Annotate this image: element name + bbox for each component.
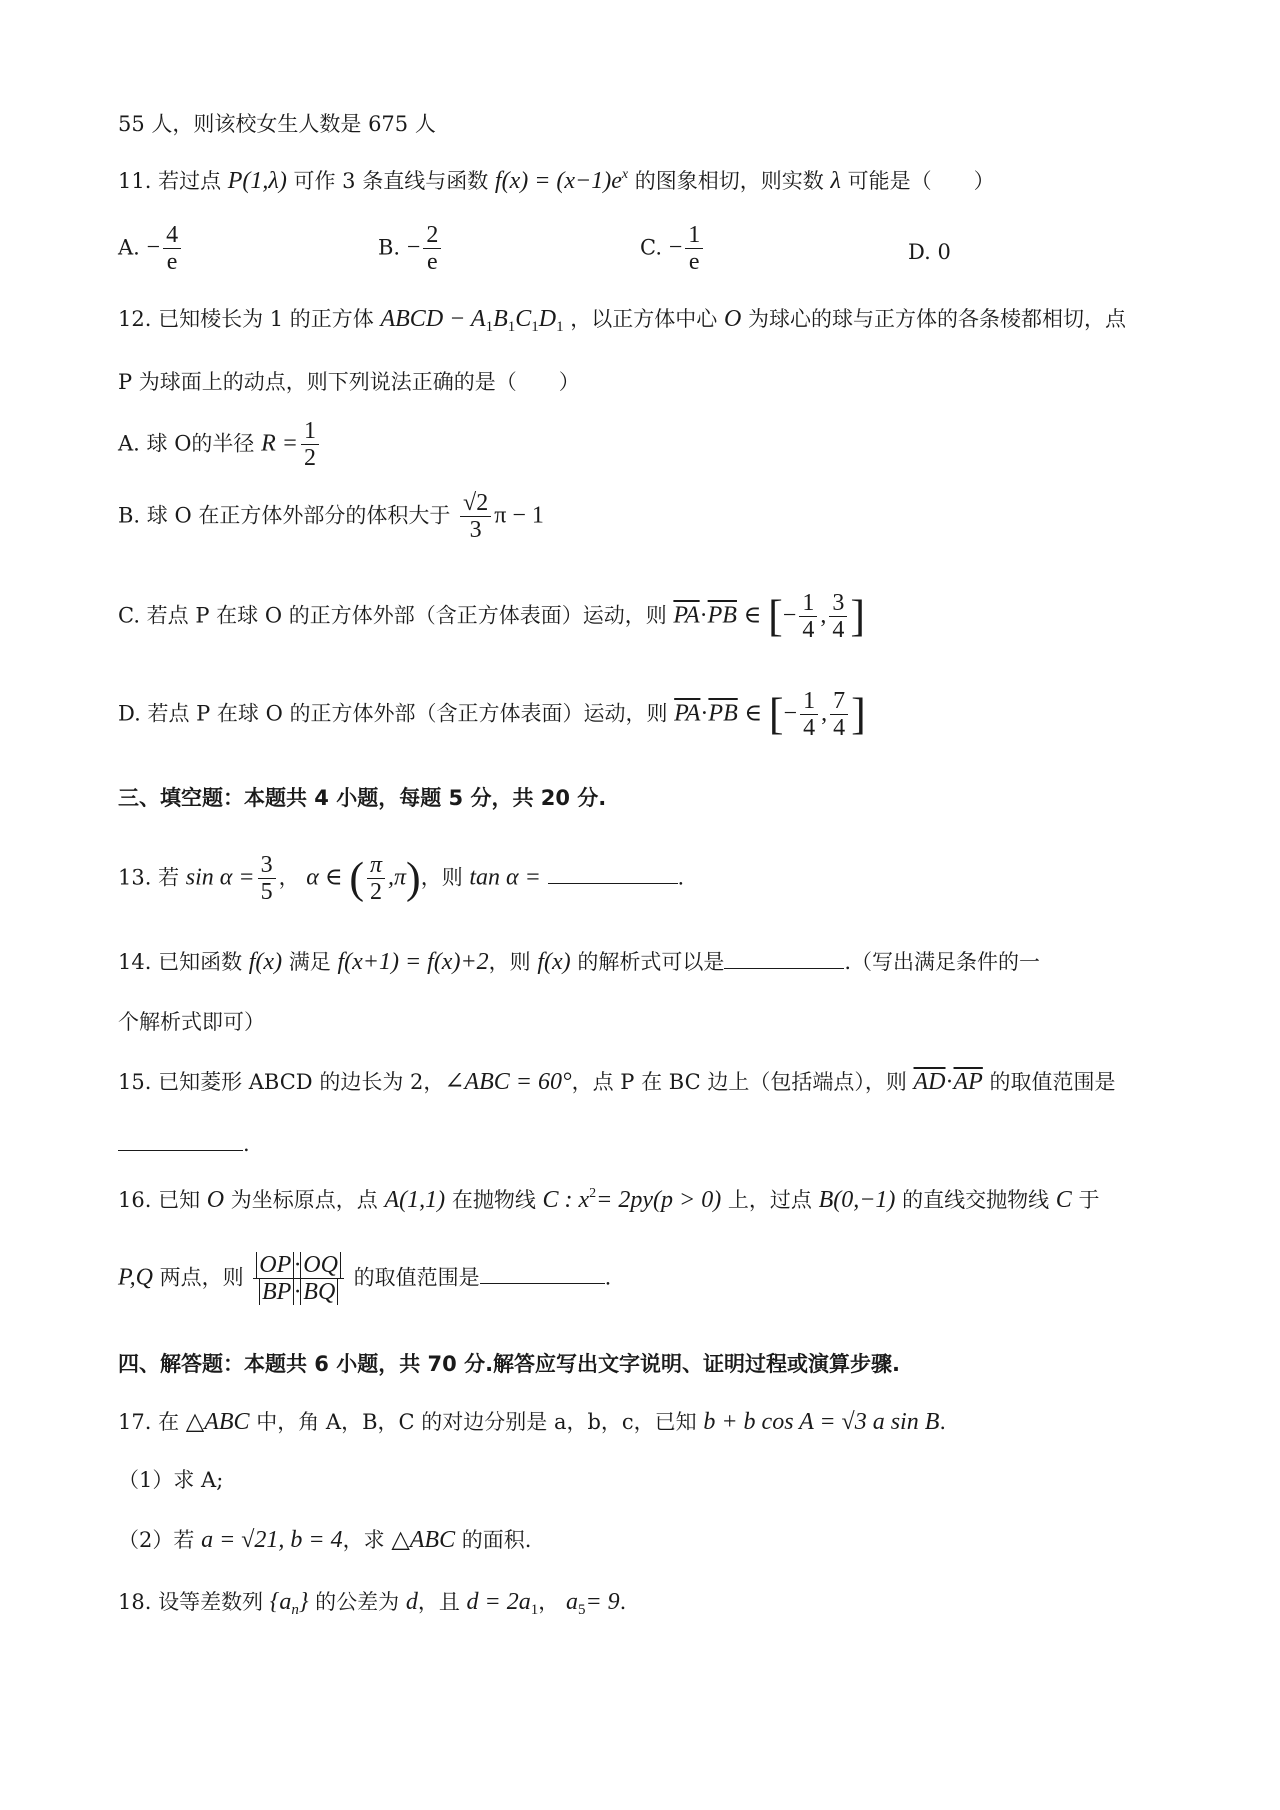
q11-option-d: D. 0 xyxy=(908,240,951,264)
q12-option-c: C. 若点 P 在球 O 的正方体外部（含正方体表面）运动，则 $\overline{PA}\cdot\overline{PB}$ ∈ [− $\frac{1}{4}$ , $\frac{3}{4}$ ] xyxy=(118,590,865,644)
section-3-heading: 三、填空题：本题共 4 小题，每题 5 分，共 20 分. xyxy=(118,786,607,810)
question-12-line2: P 为球面上的动点，则下列说法正确的是（ ） xyxy=(118,370,580,394)
q11-option-c: C. − $\frac{1}{e}$ xyxy=(640,222,706,276)
section-4-heading: 四、解答题：本题共 6 小题，共 70 分.解答应写出文字说明、证明过程或演算步骤. xyxy=(118,1352,901,1376)
question-15-line2: . xyxy=(118,1130,250,1157)
question-12-stem: 12. 已知棱长为 1 的正方体 ABCD − $A_1B_1C_1D_1$ ，以正方体中心 O 为球心的球与正方体的各条棱都相切，点 xyxy=(118,306,1127,335)
question-14: 14. 已知函数 f(x) 满足 f(x+1) = f(x)+2，则 f(x) 的解析式可以是 .（写出满足条件的一 xyxy=(118,949,1041,975)
answer-blank-13[interactable] xyxy=(548,863,678,884)
question-17: 17. 在 △ABC 中，角 A，B，C 的对边分别是 a，b，c，已知 b + b cos A = √3 a sin B. xyxy=(118,1409,947,1435)
question-15: 15. 已知菱形 ABCD 的边长为 2，∠ABC = 60°，点 P 在 BC 边上（包括端点），则 $\overline{AD}\cdot\overline{AP}$ 的取值范围是 xyxy=(118,1069,1116,1095)
question-13: 13. 若 sin α = $\frac{3}{5}$ ， α ∈ ( $\frac{\pi}{2}$ ,π)，则 tan α = . xyxy=(118,852,685,906)
question-18: 18. 设等差数列 $\{a_n\}$ 的公差为 d，且 $d = 2a_1$， $a_5= 9$. xyxy=(118,1589,627,1618)
question-11-stem: 11. 若过点 P(1,λ) 可作 3 条直线与函数 $f(x) = (x-1)e^x$ 的图象相切，则实数 λ 可能是（ ） xyxy=(118,167,995,194)
q11-option-a: A. − $\frac{4}{e}$ xyxy=(118,222,184,276)
question-17-part-2: （2）若 a = √21, b = 4，求 △ABC 的面积. xyxy=(118,1527,532,1553)
answer-blank-16[interactable] xyxy=(480,1263,605,1284)
question-17-part-1: （1）求 A; xyxy=(118,1468,224,1492)
text-line-intro: 55 人，则该校女生人数是 675 人 xyxy=(118,112,436,136)
q12-option-a: A. 球 O的半径 R = $\frac{1}{2}$ xyxy=(118,418,322,472)
q12-option-d: D. 若点 P 在球 O 的正方体外部（含正方体表面）运动，则 $\overline{PA}\cdot\overline{PB}$ ∈ [− $\frac{1}{4}$ , $\frac{7}{4}$ ] xyxy=(118,688,866,742)
question-14-line2: 个解析式即可） xyxy=(118,1010,265,1034)
q11-option-b: B. − $\frac{2}{e}$ xyxy=(378,222,444,276)
answer-blank-15[interactable] xyxy=(118,1130,243,1151)
question-16-line2: P,Q 两点，则 $\frac{OP \cdot OQ}{BP \cdot BQ}$ 的取值范围是 . xyxy=(118,1252,612,1306)
answer-blank-14[interactable] xyxy=(724,948,844,969)
question-16: 16. 已知 O 为坐标原点，点 A(1,1) 在抛物线 C : $x^2= 2py(p > 0)$ 上，过点 B(0,−1) 的直线交抛物线 C 于 xyxy=(118,1186,1100,1213)
q12-option-b: B. 球 O 在正方体外部分的体积大于 $\frac{√2}{3}$ π − 1 xyxy=(118,490,544,544)
